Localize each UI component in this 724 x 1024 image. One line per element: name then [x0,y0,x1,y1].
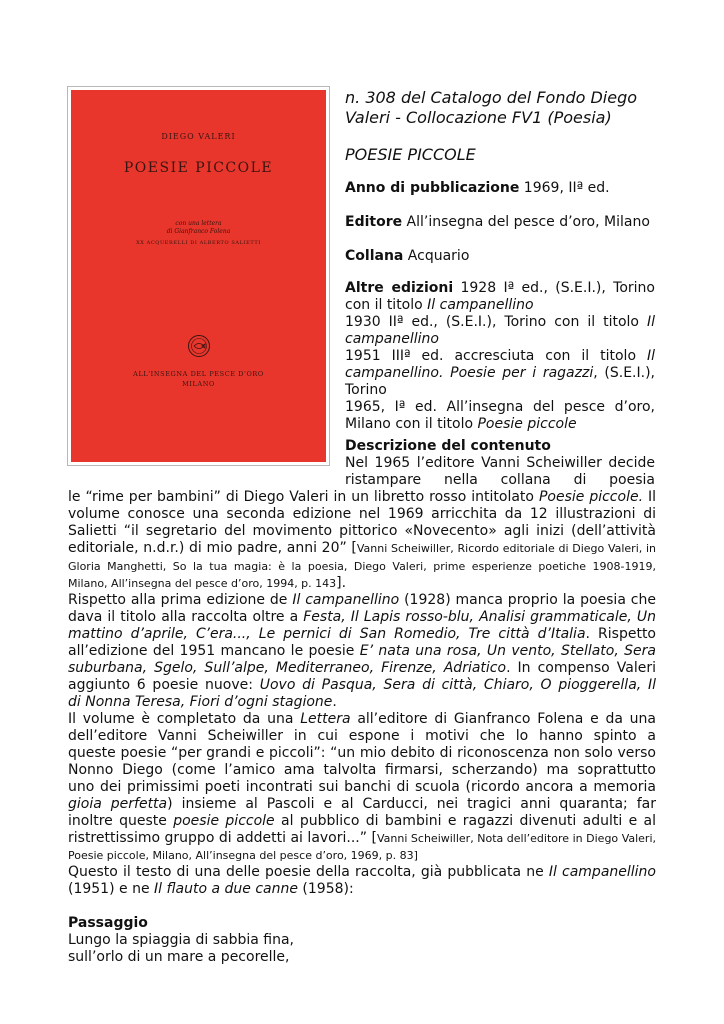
book-cover [71,90,326,462]
altre-row-5 [345,348,655,365]
desc-text: . [332,694,337,710]
cover-author: DIEGO VALERI [161,132,236,141]
collana-value: Acquario [403,248,470,264]
desc-text: Il volume è completato da una [68,711,301,727]
desc-line-18: queste poesie “per grandi e piccoli”: “un mio debito di riconoscenza non solo verso [68,745,656,761]
altre-text: con il titolo [345,297,428,313]
desc-line-17: dell’editore Vanni Scheiwiller in cui espone i motivi che lo hanno spinto a [68,728,656,744]
altre-text: 1951 IIIª ed. accresciuta con il titolo [345,348,647,364]
desc-line-2: ristampare nella collana di poesia [345,472,655,488]
catalog-line-2: Valeri - Collocazione FV1 (Poesia) [345,108,612,127]
altre-row-2 [345,297,655,314]
descrizione-label [345,438,655,455]
desc-text: Rispetto alla prima edizione de [68,592,293,608]
desc-text: Il [643,489,656,505]
altre-text: 1930 IIª ed., (S.E.I.), Torino con il titolo [345,314,647,330]
book-cover-image [67,86,330,466]
desc-line-15 [68,694,656,711]
altre-row-6 [345,365,655,382]
editore-row [345,214,655,231]
desc-text: inoltre queste [68,813,174,829]
cover-city: MILANO [182,380,215,388]
desc-text: ristrettissimo gruppo di addetti ai lavori...” [ [68,830,377,846]
catalog-line-1: n. 308 del Catalogo del Fondo Diego [345,88,638,107]
desc-text: all’editore di Gianfranco Folena e da una [350,711,656,727]
altre-text: Torino [345,382,387,398]
desc-text: (1951) e ne [68,881,155,897]
desc-line-9 [68,592,656,609]
cover-publisher: ALL'INSEGNA DEL PESCE D'ORO [133,370,264,378]
desc-text: all’edizione del 1951 mancano le poesie [68,643,360,659]
altre-title: Il [646,348,655,364]
desc-line-19: Nonno Diego (come l’amico ama talvolta firmarsi, scherzando) ma soprattutto [68,762,656,778]
anno-label: Anno di pubblicazione [345,180,520,196]
desc-text: uno dei primissimi poeti incontrati sui banchi di scuola (ricordo ancora a memoria [68,779,656,795]
editore-value: All’insegna del pesce d’oro, Milano [402,214,650,230]
desc-line-13 [68,660,656,677]
cover-subtitle-2: di Gianfranco Folena [166,228,231,235]
cover-subtitle-1: con una lettera [175,220,222,227]
altre-title: campanellino [345,331,439,347]
altre-row-8 [345,399,655,416]
page-title: POESIE PICCOLE [345,145,476,164]
desc-line-26 [68,881,656,898]
desc-line-1: Nel 1965 l’editore Vanni Scheiwiller decide [345,455,655,471]
desc-text: ]. [336,575,347,591]
desc-line-21 [68,796,656,813]
desc-line-12 [68,643,656,660]
desc-italic: di Nonna Teresa, Fiori d’ogni stagione [68,694,333,710]
altre-text: Milano con il titolo [345,416,478,432]
desc-line-23 [68,830,656,847]
citation: Milano, All’insegna del pesce d’oro, 1994, p. 143 [68,577,337,590]
altre-title: campanellino. Poesie per i ragazzi [345,365,594,381]
desc-italic: E’ nata una rosa, Un vento, Stellato, Sera [359,643,656,659]
desc-text: . In compenso Valeri [506,660,656,676]
desc-italic: poesie piccole [173,813,275,829]
desc-italic: Il flauto a due canne [154,881,298,897]
desc-italic: gioia perfetta [68,796,168,812]
desc-text: al pubblico di bambini e ragazzi divenuti adulti e al [274,813,656,829]
desc-italic: Festa, Il Lapis rosso-blu, Analisi grammaticale, Un [303,609,656,625]
desc-line-3 [68,489,656,506]
anno-value: 1969, IIª ed. [519,180,610,196]
publisher-logo-icon [187,334,211,358]
desc-italic: Uovo di Pasqua, Sera di città, Chiaro, O pioggerella, Il [259,677,656,693]
poem-title [68,915,656,932]
desc-text: aggiunto 6 poesie nuove: [68,677,260,693]
desc-line-24 [68,847,656,864]
desc-italic: Il campanellino [292,592,400,608]
desc-italic: Lettera [300,711,351,727]
citation: Vanni Scheiwiller, Ricordo editoriale di Diego Valeri, in [356,542,656,555]
altre-title: Poesie piccole [477,416,577,432]
desc-line-22 [68,813,656,830]
desc-line-25 [68,864,656,881]
desc-line-5: Salietti “il segretario del movimento pittorico «Novecento» agli inizi (dell’attività [68,523,656,539]
altre-row-3 [345,314,655,331]
poem-heading: Passaggio [68,915,148,931]
desc-line-20 [68,779,656,796]
altre-text: 1965, Iª ed. All’insegna del pesce d’oro, [345,399,655,415]
desc-italic: mattino d’aprile, C’era..., Le pernici di San Romedio, Tre città d’Italia [68,626,586,642]
desc-text: ] [413,849,418,862]
altre-text: , (S.E.I.), [593,365,655,381]
desc-line-14 [68,677,656,694]
poem-verse-2: sull’orlo di un mare a pecorelle, [68,949,290,965]
editore-label: Editore [345,214,403,230]
desc-italic: Il campanellino [548,864,656,880]
desc-text: (1958): [297,881,354,897]
anno-row [345,180,655,197]
collana-label: Collana [345,248,404,264]
altre-title: Il [646,314,655,330]
desc-text: le “rime per bambini” di Diego Valeri in un libretto rosso intitolato [68,489,539,505]
desc-text: (1928) manca proprio la poesia che [399,592,656,608]
collana-row [345,248,655,265]
poem-verse-1: Lungo la spiaggia di sabbia fina, [68,932,294,948]
altre-row-1 [345,280,655,297]
altre-label: Altre edizioni [345,280,454,296]
desc-text: ) insieme al Pascoli e al Carducci, nei tragici anni quaranta; far [167,796,656,812]
desc-line-16 [68,711,656,728]
altre-row-9 [345,416,655,433]
desc-line-8 [68,575,656,592]
desc-text: dava il titolo alla raccolta oltre a [68,609,304,625]
cover-subtitle-3: XX ACQUERELLI DI ALBERTO SALIETTI [136,240,261,246]
desc-italic: suburbana, Sgelo, Sull’alpe, Mediterraneo, Firenze, Adriatico [68,660,507,676]
desc-text: . Rispetto [585,626,656,642]
citation: Vanni Scheiwiller, Nota dell’editore in Diego Valeri, [376,832,656,845]
desc-line-4: volume conosce una seconda edizione nel 1969 arricchita da 12 illustrazioni di [68,506,656,522]
desc-line-10 [68,609,656,626]
altre-text: 1928 Iª ed., (S.E.I.), Torino [453,280,655,296]
desc-text: Questo il testo di una delle poesie della raccolta, già pubblicata ne [68,864,549,880]
desc-line-6 [68,540,656,557]
cover-title: POESIE PICCOLE [123,160,274,176]
altre-row-7 [345,382,655,399]
altre-title: Il campanellino [427,297,534,313]
citation: Poesie piccole, Milano, All’insegna del pesce d’oro, 1969, p. 83 [68,849,414,862]
desc-italic: Poesie piccole. [538,489,644,505]
desc-line-7: Gloria Manghetti, So la tua magia: è la poesia, Diego Valeri, prime esperienze poetiche 1908-1919, [68,560,656,573]
desc-line-11 [68,626,656,643]
altre-row-4 [345,331,655,348]
section-heading: Descrizione del contenuto [345,438,551,454]
desc-text: editoriale, n.d.r.) di mio padre, anni 20” [ [68,540,357,556]
